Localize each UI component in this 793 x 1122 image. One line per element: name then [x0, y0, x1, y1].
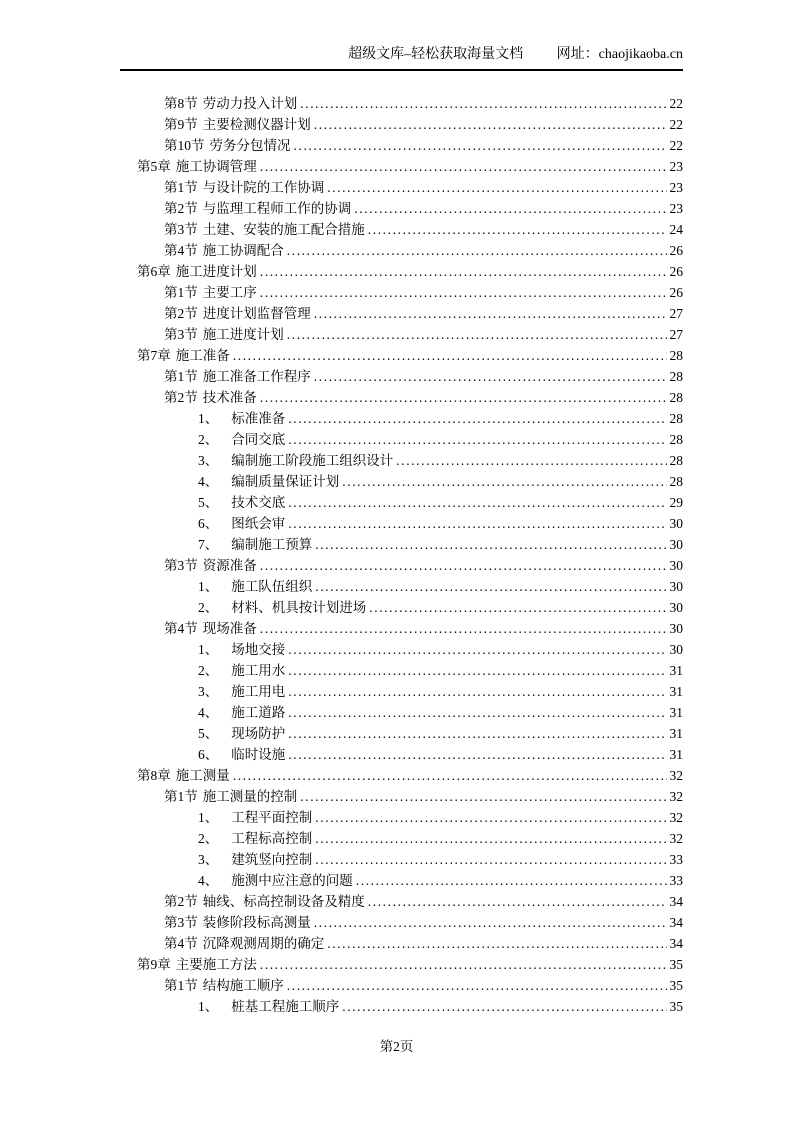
toc-entry[interactable] [120, 387, 683, 408]
toc-entry[interactable] [120, 681, 683, 702]
toc-entry[interactable] [120, 261, 683, 282]
toc-entry-number: 2、 [198, 831, 219, 846]
table-of-contents [120, 93, 683, 1017]
toc-entry-number: 1、 [198, 411, 219, 426]
toc-entry-page: 22 [669, 138, 683, 153]
toc-entry-title: 土建、安装的施工配合措施 [202, 222, 365, 237]
toc-entry-number: 第2节 [164, 390, 198, 405]
toc-entry[interactable] [120, 345, 683, 366]
toc-entry-number: 第8章 [137, 768, 171, 783]
toc-entry-title: 轴线、标高控制设备及精度 [202, 894, 365, 909]
toc-entry[interactable] [120, 597, 683, 618]
toc-dot-leader [342, 471, 666, 492]
toc-entry-number: 2、 [198, 663, 219, 678]
toc-entry[interactable] [120, 366, 683, 387]
toc-entry[interactable] [120, 744, 683, 765]
toc-entry[interactable] [120, 93, 683, 114]
toc-entry[interactable] [120, 828, 683, 849]
toc-dot-leader [315, 849, 666, 870]
toc-entry-number: 第1节 [164, 978, 198, 993]
toc-entry[interactable] [120, 219, 683, 240]
toc-dot-leader [314, 303, 667, 324]
toc-dot-leader [288, 702, 666, 723]
toc-entry-title: 施工用电 [231, 684, 286, 699]
toc-entry-number: 第1节 [164, 369, 198, 384]
toc-dot-leader [294, 135, 667, 156]
toc-entry-title: 施工进度计划 [175, 264, 257, 279]
toc-entry-page: 28 [669, 474, 683, 489]
toc-entry-title: 资源准备 [202, 558, 257, 573]
toc-entry-page: 23 [669, 159, 683, 174]
toc-entry[interactable] [120, 513, 683, 534]
toc-entry-title: 桩基工程施工顺序 [231, 999, 340, 1014]
toc-entry-page: 30 [669, 516, 683, 531]
toc-dot-leader [288, 639, 666, 660]
toc-entry-title: 主要检测仪器计划 [202, 117, 311, 132]
toc-entry-page: 28 [669, 432, 683, 447]
toc-dot-leader [300, 786, 666, 807]
toc-entry-number: 第6章 [137, 264, 171, 279]
toc-entry-page: 33 [669, 852, 683, 867]
toc-dot-leader [315, 828, 666, 849]
toc-entry-title: 工程标高控制 [231, 831, 313, 846]
toc-dot-leader [368, 891, 667, 912]
toc-entry[interactable] [120, 576, 683, 597]
toc-entry[interactable] [120, 891, 683, 912]
toc-entry[interactable] [120, 912, 683, 933]
toc-entry-page: 24 [669, 222, 683, 237]
toc-entry[interactable] [120, 996, 683, 1017]
toc-entry-page: 23 [669, 201, 683, 216]
toc-entry-title: 主要施工方法 [175, 957, 257, 972]
toc-entry-number: 5、 [198, 726, 219, 741]
toc-dot-leader [356, 870, 667, 891]
toc-entry-number: 第9章 [137, 957, 171, 972]
toc-entry-number: 5、 [198, 495, 219, 510]
toc-entry-title: 合同交底 [231, 432, 286, 447]
toc-entry-number: 2、 [198, 600, 219, 615]
toc-entry-number: 第4节 [164, 243, 198, 258]
toc-dot-leader [288, 492, 666, 513]
toc-dot-leader [288, 408, 666, 429]
toc-dot-leader [315, 576, 666, 597]
toc-entry[interactable] [120, 408, 683, 429]
toc-dot-leader [368, 219, 667, 240]
toc-entry-title: 图纸会审 [231, 516, 286, 531]
toc-dot-leader [288, 429, 666, 450]
toc-entry[interactable] [120, 534, 683, 555]
toc-entry-title: 编制质量保证计划 [231, 474, 340, 489]
toc-entry-number: 第3节 [164, 915, 198, 930]
toc-entry[interactable] [120, 723, 683, 744]
toc-entry[interactable] [120, 303, 683, 324]
toc-dot-leader [300, 93, 666, 114]
toc-dot-leader [233, 345, 667, 366]
toc-entry-title: 施测中应注意的问题 [231, 873, 353, 888]
toc-entry[interactable] [120, 555, 683, 576]
toc-entry-title: 工程平面控制 [231, 810, 313, 825]
toc-entry[interactable] [120, 156, 683, 177]
toc-entry-number: 第7章 [137, 348, 171, 363]
toc-entry-number: 第4节 [164, 936, 198, 951]
toc-entry-number: 7、 [198, 537, 219, 552]
toc-entry-title: 现场防护 [231, 726, 286, 741]
toc-entry-page: 29 [669, 495, 683, 510]
toc-entry[interactable] [120, 954, 683, 975]
toc-entry-title: 施工准备 [175, 348, 230, 363]
toc-entry-page: 30 [669, 600, 683, 615]
toc-entry[interactable] [120, 429, 683, 450]
toc-dot-leader [260, 954, 667, 975]
toc-entry-title: 临时设施 [231, 747, 286, 762]
toc-entry[interactable] [120, 849, 683, 870]
toc-dot-leader [288, 513, 666, 534]
toc-dot-leader [314, 912, 667, 933]
toc-entry-number: 4、 [198, 705, 219, 720]
toc-dot-leader [327, 933, 666, 954]
toc-entry-page: 22 [669, 96, 683, 111]
toc-entry-number: 6、 [198, 747, 219, 762]
toc-entry[interactable] [120, 933, 683, 954]
toc-entry-title: 技术交底 [231, 495, 286, 510]
toc-entry-number: 第9节 [164, 117, 198, 132]
toc-entry-page: 22 [669, 117, 683, 132]
toc-entry-page: 35 [669, 957, 683, 972]
toc-dot-leader [288, 660, 666, 681]
toc-entry-page: 32 [669, 810, 683, 825]
toc-entry-title: 施工协调管理 [175, 159, 257, 174]
toc-entry-number: 4、 [198, 474, 219, 489]
toc-dot-leader [342, 996, 666, 1017]
toc-entry-title: 主要工序 [202, 285, 257, 300]
toc-entry-number: 第1节 [164, 180, 198, 195]
toc-dot-leader [396, 450, 666, 471]
toc-dot-leader [287, 324, 667, 345]
header-rule [120, 69, 683, 71]
toc-entry-number: 3、 [198, 852, 219, 867]
toc-dot-leader [260, 387, 667, 408]
toc-entry[interactable] [120, 639, 683, 660]
toc-entry-number: 第3节 [164, 558, 198, 573]
toc-entry-title: 标准准备 [231, 411, 286, 426]
toc-entry[interactable] [120, 765, 683, 786]
toc-entry-page: 30 [669, 579, 683, 594]
header-slogan: 超级文库–轻松获取海量文档 [348, 47, 524, 62]
toc-entry-title: 现场准备 [202, 621, 257, 636]
toc-entry[interactable] [120, 618, 683, 639]
toc-entry-title: 装修阶段标高测量 [202, 915, 311, 930]
toc-entry-title: 与监理工程师工作的协调 [202, 201, 352, 216]
toc-entry[interactable] [120, 135, 683, 156]
toc-entry-number: 第1节 [164, 789, 198, 804]
toc-entry-page: 30 [669, 558, 683, 573]
toc-entry-page: 31 [669, 663, 683, 678]
toc-entry-page: 27 [669, 306, 683, 321]
toc-entry-page: 30 [669, 537, 683, 552]
toc-dot-leader [288, 681, 666, 702]
toc-dot-leader [288, 744, 666, 765]
toc-entry-page: 30 [669, 642, 683, 657]
toc-entry-number: 第1节 [164, 285, 198, 300]
toc-entry-number: 1、 [198, 999, 219, 1014]
toc-entry-page: 31 [669, 705, 683, 720]
toc-entry-page: 23 [669, 180, 683, 195]
toc-entry-title: 沉降观测周期的确定 [202, 936, 325, 951]
toc-entry-page: 31 [669, 747, 683, 762]
toc-entry-page: 34 [669, 936, 683, 951]
toc-dot-leader [314, 366, 667, 387]
toc-dot-leader [327, 177, 666, 198]
toc-entry[interactable] [120, 282, 683, 303]
toc-entry[interactable] [120, 786, 683, 807]
toc-entry-page: 31 [669, 726, 683, 741]
toc-entry-page: 35 [669, 978, 683, 993]
toc-entry[interactable] [120, 450, 683, 471]
toc-entry-page: 28 [669, 348, 683, 363]
toc-entry-title: 建筑竖向控制 [231, 852, 313, 867]
toc-dot-leader [260, 618, 667, 639]
toc-entry-title: 结构施工顺序 [202, 978, 284, 993]
toc-dot-leader [287, 975, 667, 996]
toc-entry-page: 34 [669, 894, 683, 909]
toc-dot-leader [260, 261, 667, 282]
toc-entry-number: 第4节 [164, 621, 198, 636]
page-header [120, 46, 683, 64]
toc-entry-page: 28 [669, 453, 683, 468]
toc-entry-page: 35 [669, 999, 683, 1014]
toc-dot-leader [287, 240, 667, 261]
toc-entry-title: 劳务分包情况 [209, 138, 291, 153]
toc-entry[interactable] [120, 975, 683, 996]
toc-entry-number: 1、 [198, 810, 219, 825]
toc-entry-number: 6、 [198, 516, 219, 531]
toc-entry-title: 施工道路 [231, 705, 286, 720]
toc-entry-title: 施工协调配合 [202, 243, 284, 258]
toc-entry[interactable] [120, 492, 683, 513]
toc-dot-leader [288, 723, 666, 744]
toc-entry[interactable] [120, 324, 683, 345]
toc-entry-page: 34 [669, 915, 683, 930]
toc-entry-page: 26 [669, 264, 683, 279]
toc-entry-title: 场地交接 [231, 642, 286, 657]
toc-entry-number: 第2节 [164, 201, 198, 216]
toc-entry[interactable] [120, 198, 683, 219]
toc-entry[interactable] [120, 240, 683, 261]
toc-entry-number: 1、 [198, 642, 219, 657]
toc-entry-title: 劳动力投入计划 [202, 96, 298, 111]
toc-entry-title: 材料、机具按计划进场 [231, 600, 367, 615]
toc-entry-title: 施工进度计划 [202, 327, 284, 342]
toc-dot-leader [260, 156, 667, 177]
toc-entry[interactable] [120, 870, 683, 891]
toc-entry-title: 与设计院的工作协调 [202, 180, 325, 195]
toc-entry-number: 第2节 [164, 894, 198, 909]
toc-entry-title: 施工测量 [175, 768, 230, 783]
toc-entry-title: 施工测量的控制 [202, 789, 298, 804]
toc-dot-leader [315, 807, 666, 828]
toc-entry[interactable] [120, 177, 683, 198]
toc-entry-number: 1、 [198, 579, 219, 594]
toc-dot-leader [369, 597, 666, 618]
toc-entry-number: 3、 [198, 453, 219, 468]
toc-entry-number: 4、 [198, 873, 219, 888]
page-footer [0, 1038, 793, 1056]
toc-dot-leader [354, 198, 666, 219]
toc-entry-title: 技术准备 [202, 390, 257, 405]
toc-entry[interactable] [120, 807, 683, 828]
toc-entry-number: 第3节 [164, 222, 198, 237]
toc-entry-page: 28 [669, 369, 683, 384]
toc-entry[interactable] [120, 471, 683, 492]
toc-entry-page: 30 [669, 621, 683, 636]
toc-entry-page: 26 [669, 243, 683, 258]
toc-entry-page: 33 [669, 873, 683, 888]
toc-entry-title: 施工准备工作程序 [202, 369, 311, 384]
toc-dot-leader [233, 765, 667, 786]
toc-entry-number: 第2节 [164, 306, 198, 321]
toc-entry-page: 32 [669, 768, 683, 783]
toc-entry-page: 31 [669, 684, 683, 699]
toc-entry-title: 编制施工预算 [231, 537, 313, 552]
page-number: 第2页 [379, 1039, 414, 1054]
toc-entry-number: 3、 [198, 684, 219, 699]
toc-entry[interactable] [120, 660, 683, 681]
toc-entry-page: 27 [669, 327, 683, 342]
toc-entry[interactable] [120, 702, 683, 723]
toc-dot-leader [260, 282, 667, 303]
toc-entry[interactable] [120, 114, 683, 135]
toc-entry-number: 第8节 [164, 96, 198, 111]
toc-entry-number: 第3节 [164, 327, 198, 342]
toc-dot-leader [314, 114, 667, 135]
toc-entry-page: 26 [669, 285, 683, 300]
toc-entry-number: 第10节 [164, 138, 205, 153]
header-site-url[interactable]: 网址：chaojikaoba.cn [556, 47, 683, 62]
toc-entry-title: 施工队伍组织 [231, 579, 313, 594]
toc-entry-page: 32 [669, 831, 683, 846]
toc-entry-number: 第5章 [137, 159, 171, 174]
toc-entry-title: 编制施工阶段施工组织设计 [231, 453, 394, 468]
toc-entry-page: 32 [669, 789, 683, 804]
toc-dot-leader [260, 555, 667, 576]
toc-entry-number: 2、 [198, 432, 219, 447]
toc-entry-title: 施工用水 [231, 663, 286, 678]
toc-dot-leader [315, 534, 666, 555]
toc-entry-page: 28 [669, 411, 683, 426]
toc-entry-title: 进度计划监督管理 [202, 306, 311, 321]
toc-entry-page: 28 [669, 390, 683, 405]
